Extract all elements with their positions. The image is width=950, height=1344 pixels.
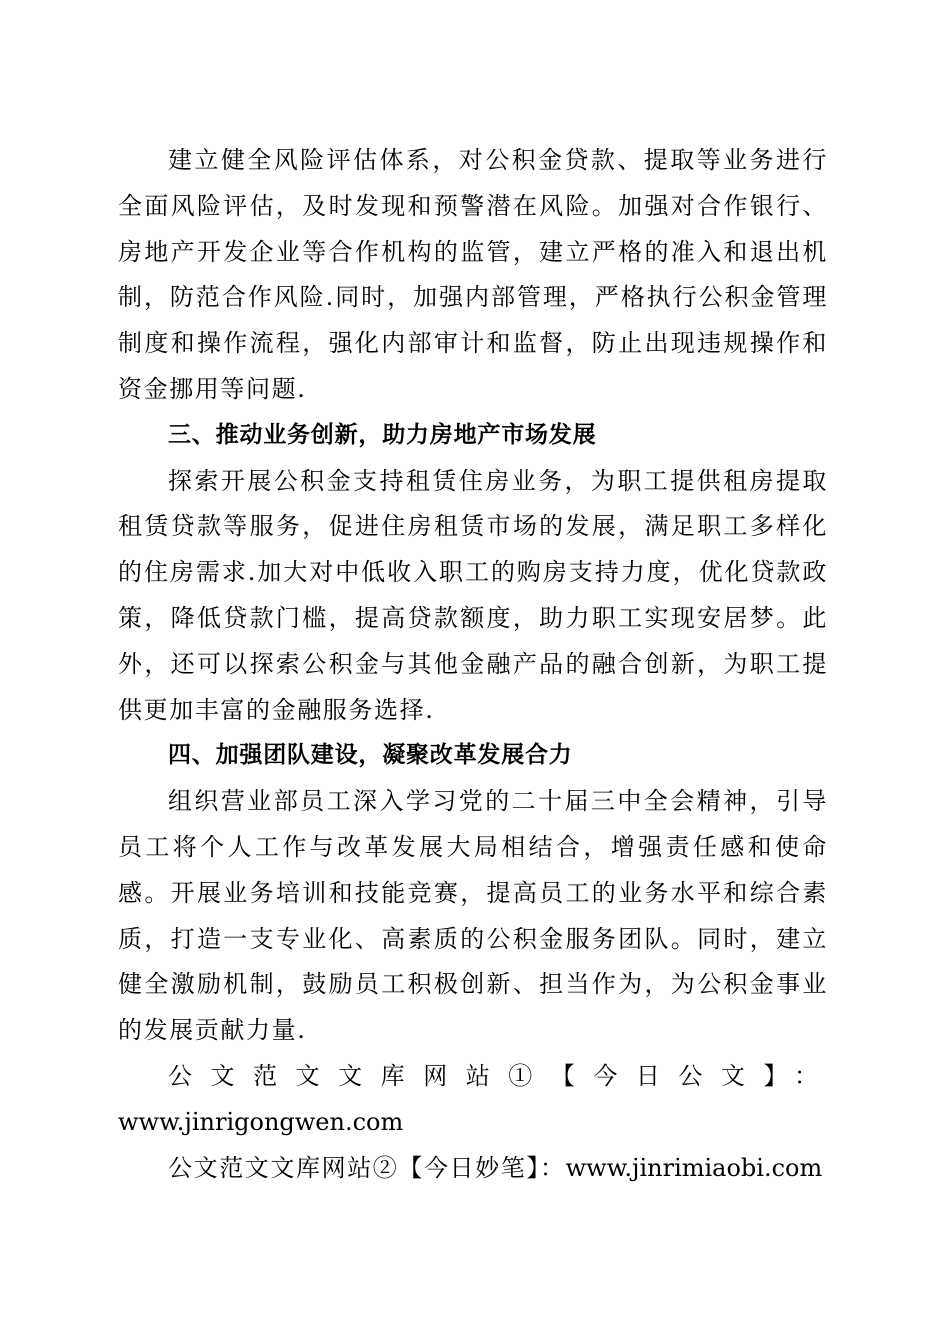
risk-assessment-paragraph: 建立健全风险评估体系，对公积金贷款、提取等业务进行全面风险评估，及时发现和预警潜在风险。加强对合作银行、房地产开发企业等合作机构的监管，建立严格的准入和退出机制，防范合作风险.同时，加强内部管理，严格执行公积金管理制度和操作流程，强化内部审计和监督，防止出现违规操作和资金挪用等问题. <box>118 146 828 403</box>
section-3-heading: 三、推动业务创新，助力房地产市场发展 <box>168 421 597 448</box>
footer-site-2-url[interactable]: www.jinrimiaobi.com <box>565 1153 823 1182</box>
section-3-body: 探索开展公积金支持租赁住房业务，为职工提供租房提取租赁贷款等服务，促进住房租赁市场的发展，满足职工多样化的住房需求.加大对中低收入职工的购房支持力度，优化贷款政策，降低贷款门槛，提高贷款额度，助力职工实现安居梦。此外，还可以探索公积金与其他金融产品的融合创新，为职工提供更加丰富的金融服务选择. <box>118 466 828 724</box>
section-4-heading: 四、加强团队建设，凝聚改革发展合力 <box>168 742 573 769</box>
footer-site-2 <box>118 1146 828 1192</box>
footer-site-2-label: 公文范文文库网站②【今日妙笔】： <box>168 1153 566 1182</box>
footer-site-1-label: 公文范文文库网站①【今日公文】： <box>168 1061 828 1090</box>
section-4-body: 组织营业部员工深入学习党的二十届三中全会精神，引导员工将个人工作与改革发展大局相结合，增强责任感和使命感。开展业务培训和技能竞赛，提高员工的业务水平和综合素质，打造一支专业化、高素质的公积金服务团队。同时，建立健全激励机制，鼓励员工积极创新、担当作为，为公积金事业的发展贡献力量. <box>118 787 828 1045</box>
footer-site-1-url[interactable]: www.jinrigongwen.com <box>118 1107 404 1136</box>
document-page <box>118 138 828 1191</box>
